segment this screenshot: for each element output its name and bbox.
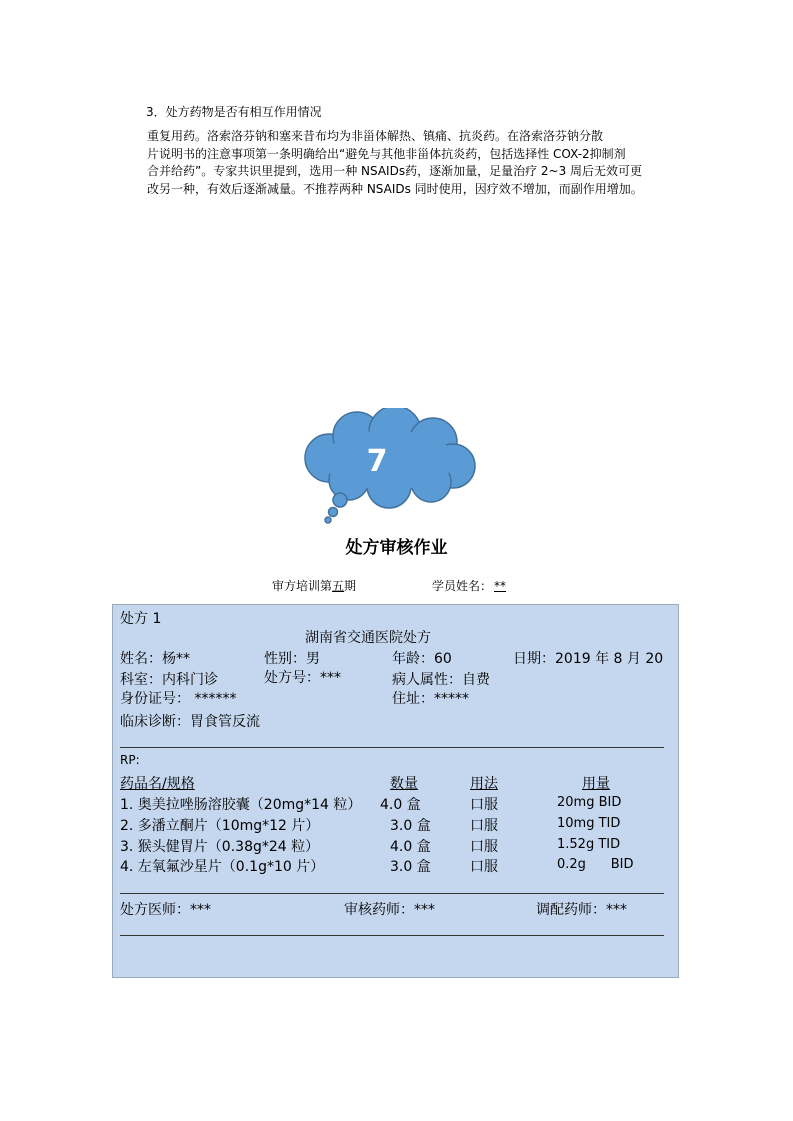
drug-dose: 20mg BID [557, 795, 622, 810]
training-prefix: 审方培训第 [272, 579, 333, 593]
department: 科室：内科门诊 [120, 672, 218, 688]
prescription-number: 处方号：*** [264, 670, 341, 686]
hospital-name: 湖南省交通医院处方 [305, 630, 431, 646]
id-card: 身份证号： ****** [120, 691, 237, 707]
student-label: 学员姓名： [432, 579, 493, 593]
header-qty: 数量 [390, 776, 418, 792]
student-name [432, 577, 508, 594]
patient-type: 病人属性：自费 [392, 672, 490, 688]
prescription-form [112, 604, 679, 978]
patient-name: 姓名：杨** [120, 651, 190, 667]
paragraph-line: 合并给药”。专家共识里提到，选用一种 NSAIDs药，逐渐加量，足量治疗 2~3 周后无效可更 [147, 164, 643, 178]
divider [120, 935, 664, 936]
drug-qty: 3.0 盒 [390, 859, 431, 875]
drug-name: 1. 奥美拉唑肠溶胶囊（20mg*14 粒） [120, 797, 362, 813]
drug-qty: 4.0 盒 [390, 839, 431, 855]
section-paragraph [147, 128, 643, 198]
drug-usage: 口服 [470, 818, 498, 834]
training-period [272, 577, 356, 594]
paragraph-line: 重复用药。洛索洛芬钠和塞来昔布均为非甾体解热、镇痛、抗炎药。在洛索洛芬钠分散 [147, 129, 604, 143]
prescribing-doctor: 处方医师：*** [120, 902, 211, 918]
badge-number: 7 [366, 444, 388, 479]
address: 住址：***** [392, 691, 469, 707]
drug-dose: 0.2g BID [557, 857, 634, 872]
diagnosis: 临床诊断：胃食管反流 [120, 714, 260, 730]
drug-name: 3. 猴头健胃片（0.38g*24 粒） [120, 839, 320, 855]
section-heading: 3．处方药物是否有相互作用情况 [146, 105, 322, 119]
drug-name: 2. 多潘立酮片（10mg*12 片） [120, 818, 320, 834]
divider [120, 893, 664, 894]
drug-dose: 10mg TID [557, 816, 621, 831]
paragraph-line: 改另一种，有效后逐渐减量。不推荐两种 NSAIDs 同时使用，因疗效不增加，而副作用增加。 [147, 181, 643, 196]
document-title: 处方审核作业 [345, 538, 448, 558]
prescription-index: 处方 1 [120, 611, 162, 627]
drug-usage: 口服 [470, 797, 498, 813]
student-name-value: ** [494, 579, 507, 593]
divider [120, 747, 664, 748]
prescription-date: 日期：2019 年 8 月 20 [513, 651, 664, 667]
header-dose: 用量 [582, 776, 610, 792]
cloud-badge [285, 408, 485, 526]
training-suffix: 期 [344, 579, 357, 593]
header-usage: 用法 [470, 776, 498, 792]
drug-dose: 1.52g TID [557, 837, 621, 852]
drug-name: 4. 左氧氟沙星片（0.1g*10 片） [120, 859, 325, 875]
dispensing-pharmacist: 调配药师：*** [536, 902, 627, 918]
header-drug: 药品名/规格 [120, 776, 195, 792]
training-period-value: 五 [332, 579, 345, 593]
drug-qty: 3.0 盒 [390, 818, 431, 834]
reviewing-pharmacist: 审核药师：*** [344, 902, 435, 918]
drug-qty: 4.0 盒 [380, 797, 421, 813]
patient-age: 年龄：60 [392, 651, 452, 667]
drug-usage: 口服 [470, 839, 498, 855]
drug-usage: 口服 [470, 859, 498, 875]
patient-gender: 性别：男 [264, 651, 320, 667]
rp-label: RP: [120, 753, 140, 767]
paragraph-line: 片说明书的注意事项第一条明确给出“避免与其他非甾体抗炎药，包括选择性 COX-2抑制剂 [147, 146, 626, 161]
